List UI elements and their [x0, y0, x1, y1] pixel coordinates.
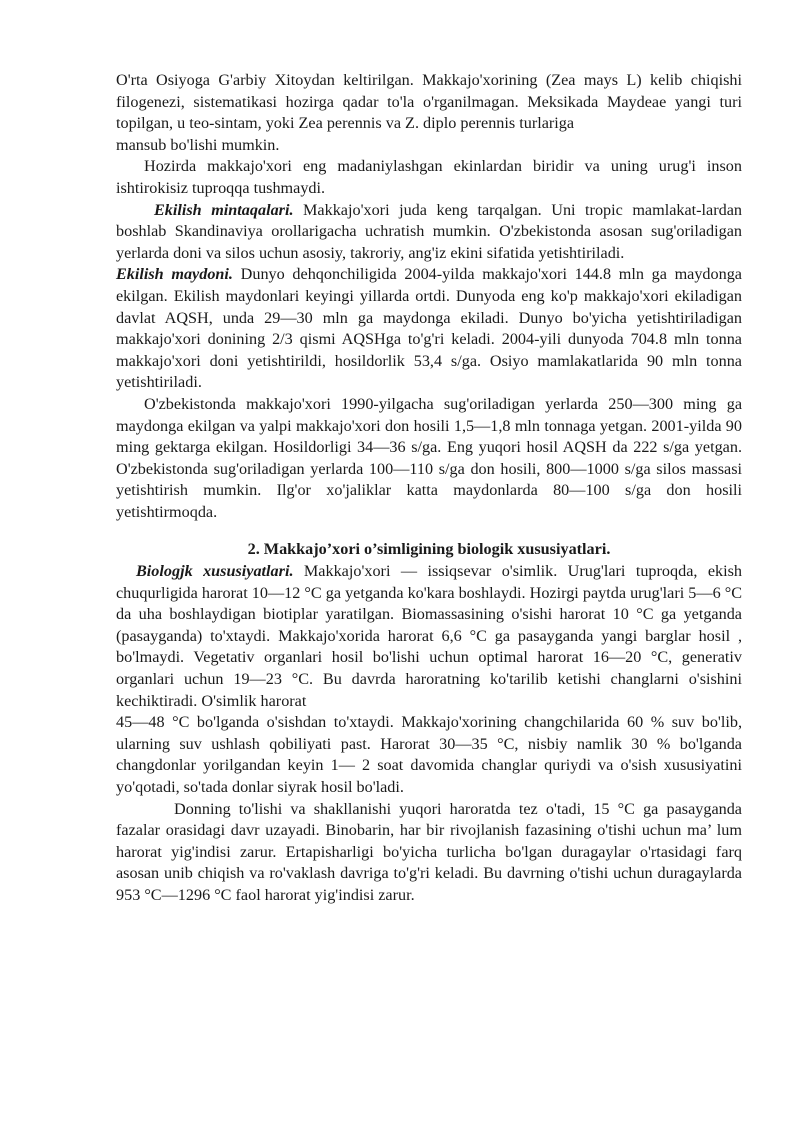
paragraph-growing-regions: [116, 200, 742, 265]
paragraph-origin-end: mansub bo'lishi mumkin.: [116, 135, 280, 154]
paragraph-biology: [116, 561, 742, 712]
lead-sown-area: Ekilish maydoni.: [116, 265, 233, 284]
document-page: [116, 70, 742, 907]
paragraph-domestication: Hozirda makkajo'xori eng madaniylashgan ekinlardan biridir va uning urug'i inson ishtirokisiz tuproqqa tushmaydi.: [116, 157, 742, 197]
paragraph-uzbekistan: O'zbekistonda makkajo'xori 1990-yilgacha sug'oriladigan yerlarda 250—300 ming ga maydonga ekilgan va yalpi makkajo'xori don hosili 1,5—1,8 mln tonnaga yetgan. 2001-yilda 90 ming gektarga ekilgan. Hosildorligi 34—36 s/ga. Eng yuqori hosil AQSH da 222 s/ga yetgan. O'zbekistonda sug'oriladigan yerlarda 100—110 s/ga don hosili, 800—1000 s/ga silos massasi yetishtirish mumkin. Ilg'or xo'jaliklar katta maydonlarda 80—100 s/ga don hosili yetishtirmoqda.: [116, 394, 742, 521]
section-heading: 2. Makkajo’xori o’simligining biologik xususiyatlari.: [247, 540, 611, 559]
paragraph-origin: O'rta Osiyoga G'arbiy Xitoydan keltirilgan. Makkajo'xorining (Zea mays L) kelib chiqishi filogenezi, sistematikasi hozirga qadar to'la o'rganilmagan. Meksikada Maydeae yangi turi topilgan, u teo-sintam, yoki Zea perennis va Z. diplo perennis turlariga: [116, 71, 742, 133]
text-sown-area: Dunyo dehqonchiligida 2004-yilda makkajo'xori 144.8 mln ga maydonga ekilgan. Ekilish maydonlari keyingi yillarda ortdi. Dunyoda eng ko'p makkajo'xori ekiladigan davlat AQSH, unda 29—30 mln ga maydonga ekiladi. Dunyo bo'yicha yetishtiriladigan makkajo'xori donining 2/3 qismi AQSHga to'g'ri keladi. 2004-yili dunyoda 704.8 mln tonna makkajo'xori doni yetishtirildi, hosildorlik 53,4 s/ga. Osiyo mamlakatlarida 90 mln tonna yetishtiriladi.: [116, 265, 742, 392]
paragraph-sown-area: [116, 264, 742, 394]
text-growing-regions: Makkajo'xori juda keng tarqalgan. Uni tropic mamlakat-lardan boshlab Skandinaviya orollarigacha uchratish mumkin. O'zbekistonda asosan sug'oriladigan yerlarda doni va silos uchun asosiy, takroriy, ang'iz ekini sifatida yetishtiriladi.: [116, 200, 742, 262]
text-biology: Makkajo'xori — issiqsevar o'simlik. Urug'lari tuproqda, ekish chuqurligida harorat 10—12 °C ga yetganda ko'kara boshlaydi. Hozirgi paytda urug'lari 5―6 °C da uha boshlaydigan biotiplar yaratilgan. Biomassasining o'sishi harorat 10 °C ga yetganda (pasayganda) to'xtaydi. Makkajo'xorida harorat 6,6 °C ga pasayganda yangi barglar hosil , bo'lmaydi. Vegetativ organlari hosil bo'lishi uchun optimal harorat 16―20 °C, generativ organlari uchun 19―23 °C. Bu davrda haroratning ko'tarilib ketishi changlarni o'sishini kechiktiradi. O'simlik harorat: [116, 562, 743, 710]
paragraph-temperature: 45―48 °C bo'lganda o'sishdan to'xtaydi. Makkajo'xorining changchilarida 60 % suv bo'lib, ularning suv ushlash qobiliyati past. Harorat 30―35 °C, nisbiy namlik 30 % bo'lganda changdonlar yorilgandan keyin 1― 2 soat davomida changlar quriydi va o'sish xususiyatini yo'qotadi, so'tada donlar siyrak hosil bo'ladi.: [116, 713, 742, 796]
paragraph-grain-filling: Donning to'lishi va shakllanishi yuqori haroratda tez o'tadi, 15 °C ga pasayganda fazalar orasidagi davr uzayadi. Binobarin, har bir rivojlanish fazasining o'tishi uchun ma’ lum harorat yig'indisi zarur. Ertapisharligi bo'yicha turlicha bo'lgan duragaylar o'rtasidagi farq asosan unib chiqish va ro'vaklash davriga to'g'ri keladi. Bu davrning o'tishi uchun duragaylarda 953 °C―1296 °C faol harorat yig'indisi zarur.: [116, 799, 742, 904]
lead-biology: Biologjk xususiyatlari.: [136, 562, 294, 581]
lead-growing-regions: Ekilish mintaqalari.: [154, 200, 294, 219]
